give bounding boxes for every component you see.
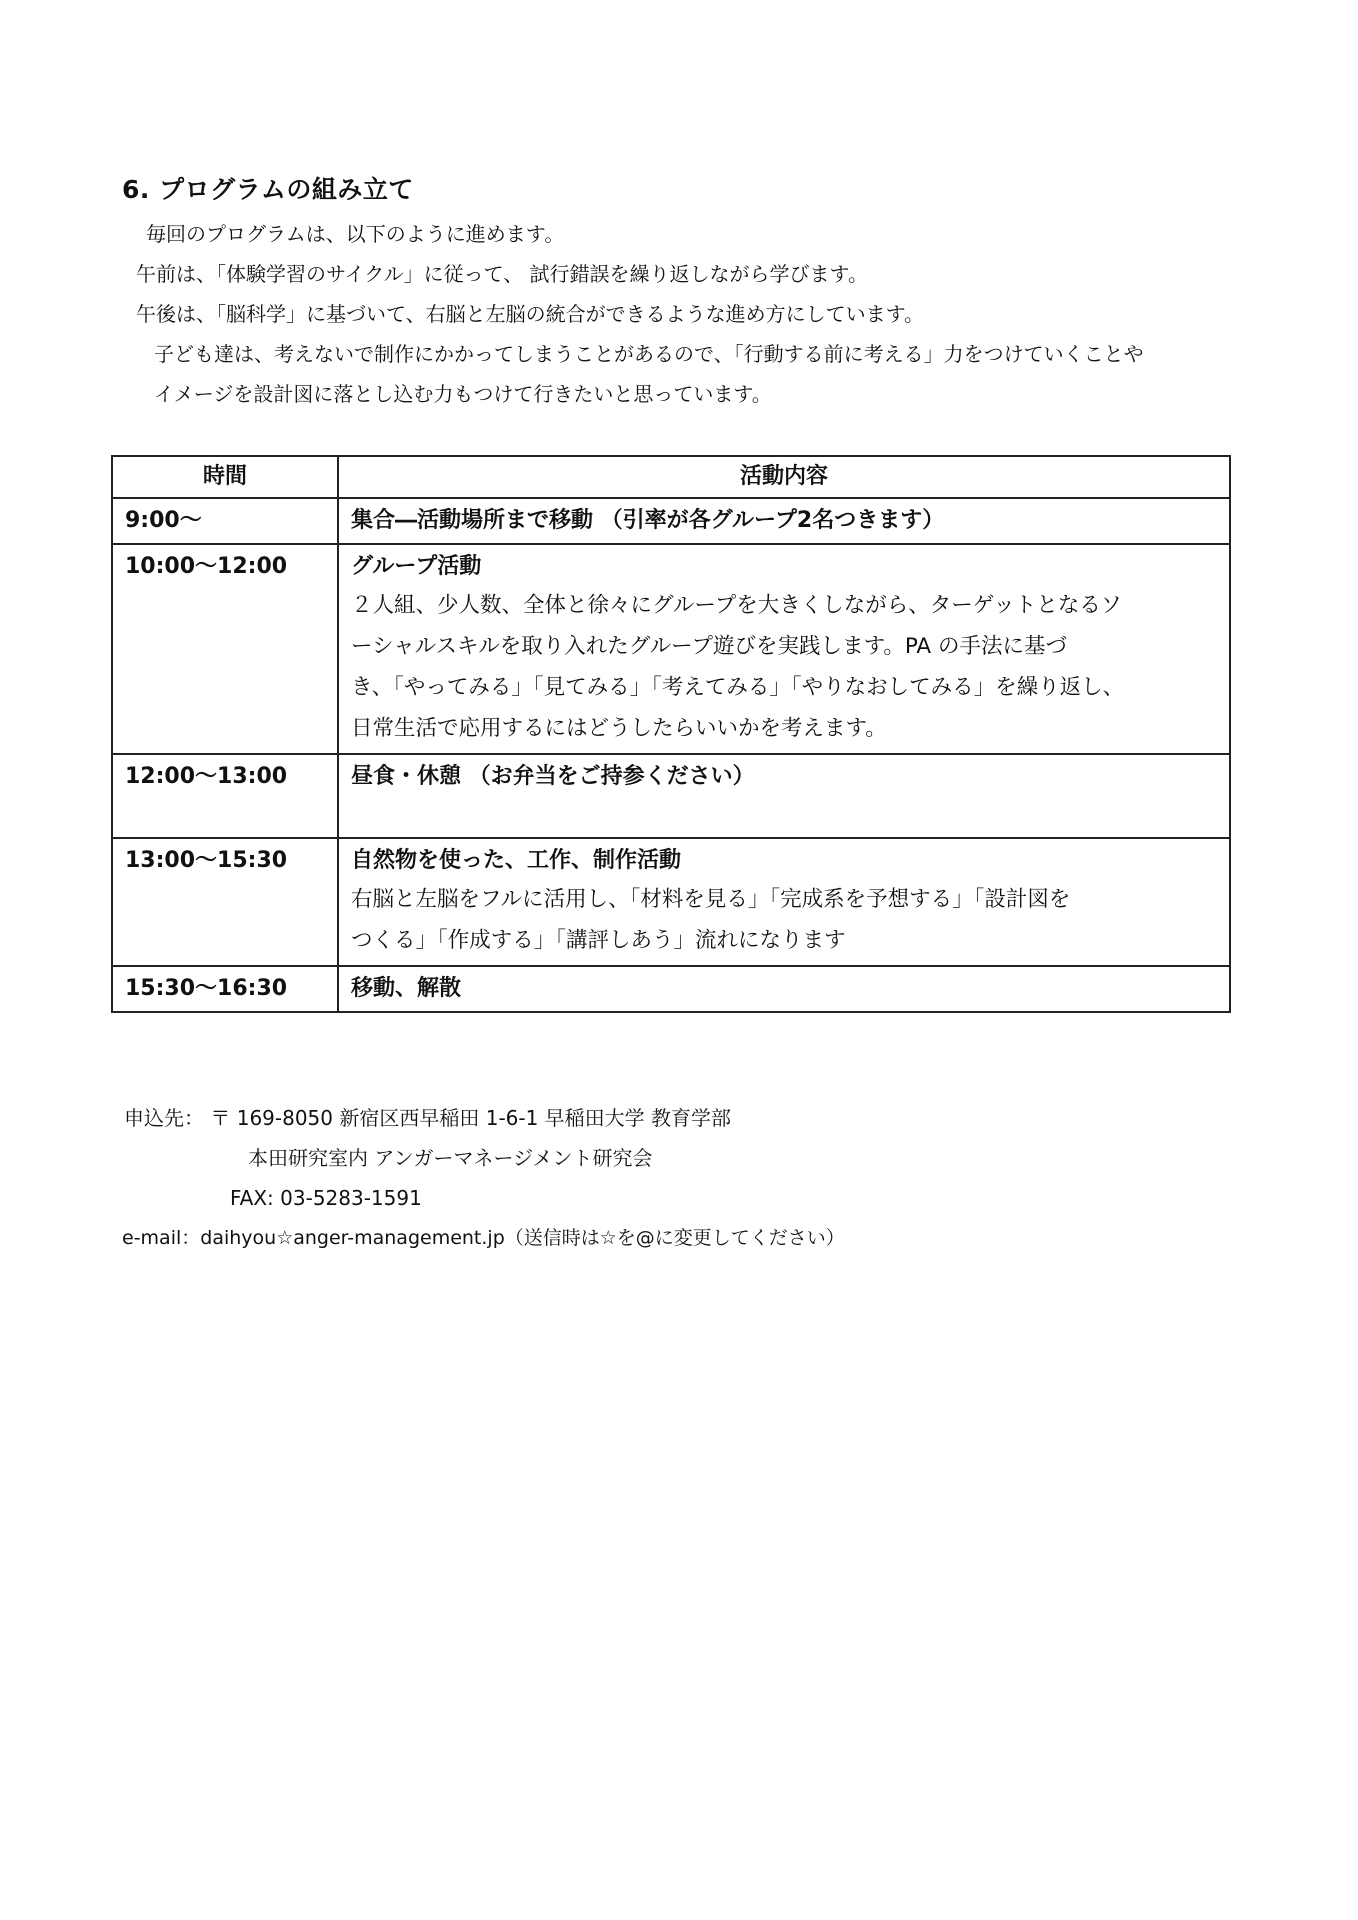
time-cell: 15:30～16:30 (112, 966, 338, 1012)
activity-title: 集合―活動場所まで移動 （引率が各グループ2名つきます） (351, 508, 945, 533)
table-row (112, 754, 1230, 838)
activity-desc-line: 右脳と左脳をフルに活用し、「材料を見る」「完成系を予想する」「設計図を (351, 887, 1071, 912)
intro-line: イメージを設計図に落とし込む力もつけて行きたいと思っています。 (154, 382, 772, 406)
table-row (112, 966, 1230, 1012)
contact-address: 申込先： 〒 169-8050 新宿区西早稲田 1-6-1 早稲田大学 教育学部 (124, 1106, 732, 1130)
time-cell: 12:00～13:00 (112, 754, 338, 838)
section-title: 6. プログラムの組み立て (122, 175, 414, 204)
activity-title: 移動、解散 (351, 976, 462, 1001)
intro-text (130, 214, 1260, 414)
activity-desc-line: 日常生活で応用するにはどうしたらいいかを考えます。 (351, 716, 887, 741)
activity-desc-line: ーシャルスキルを取り入れたグループ遊びを実践します。PA の手法に基づ (351, 634, 1067, 659)
schedule-table (111, 455, 1231, 1013)
table-row (112, 544, 1230, 754)
activity-title: 自然物を使った、工作、制作活動 (351, 848, 682, 873)
time-cell: 13:00～15:30 (112, 838, 338, 966)
intro-line: 毎回のプログラムは、以下のように進めます。 (146, 222, 565, 246)
intro-line: 午後は、「脳科学」に基づいて、右脳と左脳の統合ができるような進め方にしています。 (136, 302, 924, 326)
activity-desc-line: つくる」「作成する」「講評しあう」流れになります (351, 928, 846, 953)
table-row (112, 498, 1230, 544)
activity-title: 昼食・休憩 （お弁当をご持参ください） (351, 764, 755, 789)
contact-info (124, 1098, 845, 1258)
header-activity: 活動内容 (338, 456, 1230, 498)
intro-line: 子ども達は、考えないで制作にかかってしまうことがあるので、「行動する前に考える」力をつけていくことや (154, 342, 1144, 366)
activity-cell (338, 754, 1230, 838)
activity-cell (338, 498, 1230, 544)
table-header-row (112, 456, 1230, 498)
activity-desc-line: き、「やってみる」「見てみる」「考えてみる」「やりなおしてみる」を繰り返し、 (351, 675, 1125, 700)
intro-line: 午前は、「体験学習のサイクル」に従って、 試行錯誤を繰り返しながら学びます。 (136, 262, 868, 286)
contact-email: e-mail：daihyou☆anger-management.jp（送信時は☆を@に変更してください） (122, 1227, 845, 1249)
contact-organization: 本田研究室内 アンガーマネージメント研究会 (248, 1146, 653, 1170)
activity-title: グループ活動 (351, 554, 482, 579)
contact-fax: FAX: 03-5283-1591 (230, 1186, 422, 1210)
activity-cell (338, 544, 1230, 754)
time-cell: 9:00～ (112, 498, 338, 544)
time-cell: 10:00～12:00 (112, 544, 338, 754)
activity-cell (338, 966, 1230, 1012)
table-row (112, 838, 1230, 966)
activity-desc-line: ２人組、少人数、全体と徐々にグループを大きくしながら、ターゲットとなるソ (351, 593, 1122, 618)
header-time: 時間 (112, 456, 338, 498)
activity-cell (338, 838, 1230, 966)
